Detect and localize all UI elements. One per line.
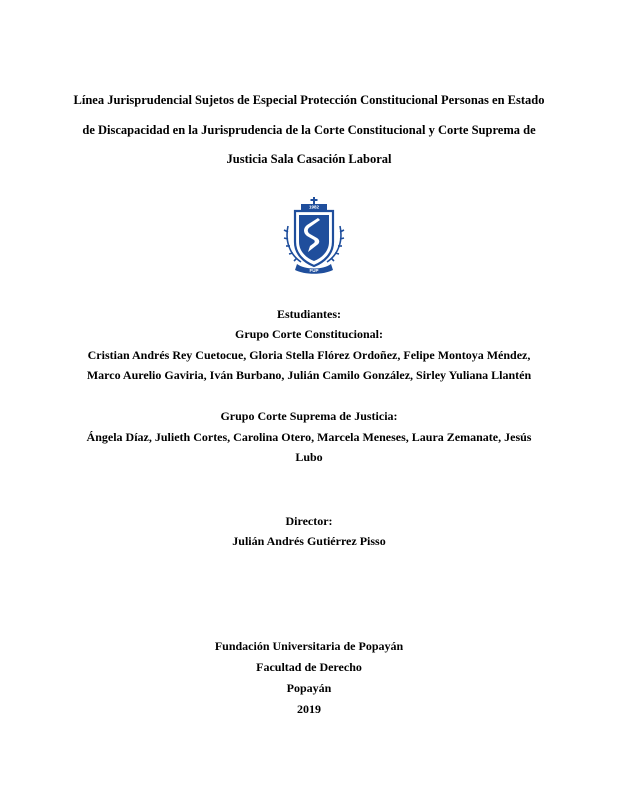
group1-heading: Grupo Corte Constitucional: bbox=[235, 327, 383, 341]
city-name: Popayán bbox=[286, 681, 332, 695]
group2-members-line-2: Lubo bbox=[295, 450, 323, 464]
title-line-2: de Discapacidad en la Jurisprudencia de la Corte Constitucional y Corte Suprema de bbox=[82, 123, 536, 137]
institution-name: Fundación Universitaria de Popayán bbox=[214, 639, 404, 653]
logo-year: 1982 bbox=[308, 204, 320, 210]
group1-members-line-2: Marco Aurelio Gaviria, Iván Burbano, Julián Camilo González, Sirley Yuliana Llantén bbox=[86, 368, 532, 382]
group2-heading: Grupo Corte Suprema de Justicia: bbox=[220, 409, 398, 423]
cross-icon bbox=[311, 197, 318, 204]
group2-members-line-1: Ángela Díaz, Julieth Cortes, Carolina Otero, Marcela Meneses, Laura Zemanate, Jesús bbox=[86, 430, 532, 444]
faculty-name: Facultad de Derecho bbox=[256, 660, 362, 674]
document-year: 2019 bbox=[297, 702, 321, 716]
title-line-3: Justicia Sala Casación Laboral bbox=[226, 152, 392, 166]
logo-initials: FUP bbox=[309, 268, 319, 273]
university-crest-logo bbox=[279, 196, 349, 276]
title-line-1: Línea Jurisprudencial Sujetos de Especial Protección Constitucional Personas en Estado bbox=[73, 93, 545, 107]
director-name: Julián Andrés Gutiérrez Pisso bbox=[232, 534, 386, 548]
students-heading: Estudiantes: bbox=[276, 307, 341, 321]
group1-members-line-1: Cristian Andrés Rey Cuetocue, Gloria Stella Flórez Ordoñez, Felipe Montoya Méndez, bbox=[87, 348, 531, 362]
director-heading: Director: bbox=[285, 514, 333, 528]
